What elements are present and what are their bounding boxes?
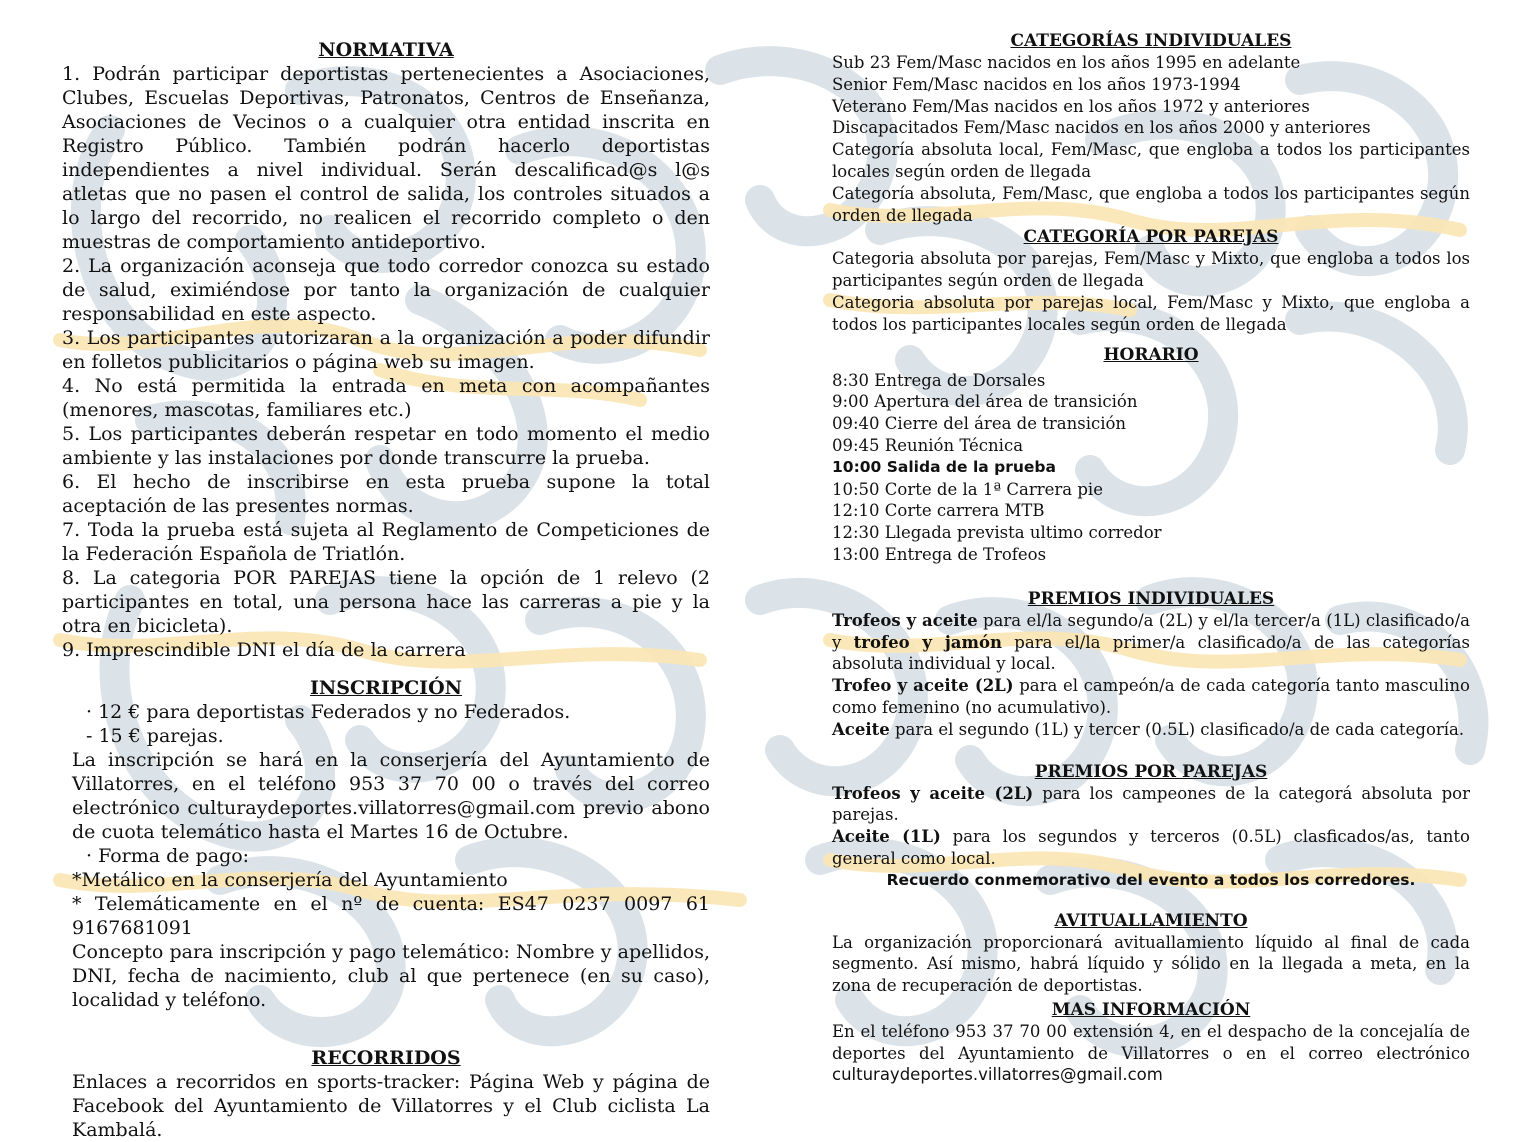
normativa-item: 5. Los participantes deberán respetar en todo momento el medio ambiente y las instalaciones por donde transcurre la prueba.	[62, 423, 710, 469]
categoria-item: Categoría absoluta local, Fem/Masc, que engloba a todos los participantes locales según orden de llegada	[832, 140, 1470, 181]
horario-item: 10:50 Corte de la 1ª Carrera pie	[832, 479, 1103, 499]
categorias-individuales-heading: CATEGORÍAS INDIVIDUALES	[1010, 31, 1292, 51]
price-parejas: - 15 € parejas.	[86, 725, 224, 747]
normativa-item: 9. Imprescindible DNI el día de la carrera	[62, 639, 466, 661]
horario-item: 09:40 Cierre del área de transición	[832, 414, 1127, 434]
premios-individuales-p1	[832, 610, 1470, 675]
premio-text: para los campeones de la categorá absoluta por parejas.	[832, 783, 1470, 825]
categoria-item: Categoría absoluta, Fem/Masc, que engloba a todos los participantes según orden de llegada	[832, 183, 1470, 225]
recorridos-text: Enlaces a recorridos en sports-tracker: Página Web y página de Facebook del Ayuntamiento de Villatorres y el Club ciclista La Kambalá.	[72, 1071, 710, 1141]
categoria-parejas-list	[832, 248, 1470, 335]
categoria-item: Senior Fem/Masc nacidos en los años 1973-1994	[832, 74, 1241, 94]
categorias-individuales-list	[832, 52, 1470, 226]
avituallamiento-text: La organización proporcionará avituallamiento líquido al final de cada segmento. Así mismo, habrá líquido y sólido en la llegada a meta, en la zona de recuperación de deportistas.	[832, 932, 1470, 996]
premio-text: para el segundo (1L) y tercer (0.5L) clasificado/a de cada categoría.	[889, 719, 1465, 739]
horario-list	[832, 370, 1470, 566]
inscripcion-concepto: Concepto para inscripción y pago telemático: Nombre y apellidos, DNI, fecha de nacimiento, club al que pertenece (en su caso), localidad y teléfono.	[72, 941, 710, 1011]
categoria-item: Veterano Fem/Mas nacidos en los años 1972 y anteriores	[832, 96, 1310, 116]
normativa-item: 8. La categoria POR PAREJAS tiene la opción de 1 relevo (2 participantes en total, una persona hace las carreras a pie y la otra en bicicleta).	[62, 567, 710, 637]
normativa-item: 6. El hecho de inscribirse en esta prueba supone la total aceptación de las presentes normas.	[62, 471, 710, 517]
premio-bold: Trofeos y aceite (2L)	[832, 783, 1034, 803]
normativa-item: 4. No está permitida la entrada en meta con acompañantes (menores, mascotas, familiares etc.)	[62, 375, 710, 421]
normativa-list	[62, 62, 710, 662]
horario-item: 9:00 Apertura del área de transición	[832, 392, 1138, 412]
premio-bold: Aceite	[832, 719, 890, 739]
premio-bold: Trofeos y aceite	[832, 610, 978, 630]
categoria-parejas-heading: CATEGORÍA POR PAREJAS	[1023, 227, 1279, 248]
mas-informacion-heading: MAS INFORMACIÓN	[1051, 999, 1251, 1020]
right-column	[832, 30, 1470, 1086]
categoria-pareja-item: Categoria absoluta por parejas local, Fem/Masc y Mixto, que engloba a todos los participantes locales según orden de llegada	[832, 292, 1470, 334]
avituallamiento-heading: AVITUALLAMIENTO	[1054, 910, 1248, 931]
horario-item-salida: 10:00 Salida de la prueba	[832, 457, 1056, 476]
forma-de-pago-label: · Forma de pago:	[86, 845, 250, 867]
pago-metalico: *Metálico en la conserjería del Ayuntamiento	[72, 869, 508, 891]
horario-item: 12:30 Llegada prevista ultimo corredor	[832, 523, 1162, 543]
premio-bold: Aceite (1L)	[832, 827, 941, 847]
inscripcion-section	[62, 700, 710, 1012]
premios-parejas-heading: PREMIOS POR PAREJAS	[1034, 761, 1268, 782]
categoria-item: Sub 23 Fem/Masc nacidos en los años 1995 en adelante	[832, 53, 1301, 72]
horario-item: 12:10 Corte carrera MTB	[832, 501, 1045, 521]
horario-item: 8:30 Entrega de Dorsales	[832, 370, 1046, 390]
premio-text: para el/la segundo/a (2L) y el/la tercer/a (1L) clasificado/a y	[832, 610, 1470, 652]
mas-informacion-body: En el teléfono 953 37 70 00 extensión 4, en el despacho de la concejalía de deportes del Ayuntamiento de Villatorres o en el correo electrónico	[832, 1021, 1470, 1063]
premios-individuales-heading: PREMIOS INDIVIDUALES	[1027, 588, 1275, 609]
premios-individuales-p2	[832, 675, 1470, 719]
premios-parejas-p2	[832, 826, 1470, 870]
premio-text: para el campeón/a de cada categoría tanto masculino como femenino (no acumulativo).	[832, 676, 1470, 717]
mas-informacion-text	[832, 1021, 1470, 1086]
premio-text: para el/la primer/a clasificado/a de las categorías absoluta individual y local.	[832, 632, 1470, 674]
pago-telematico: * Telemáticamente en el nº de cuenta: ES47 0237 0097 61 9167681091	[72, 893, 710, 939]
premio-text: para los segundos y terceros (0.5L) clasficados/as, tanto general como local.	[832, 827, 1470, 868]
contact-email-link[interactable]: culturaydeportes.villatorres@gmail.com	[832, 1065, 1163, 1085]
categoria-item: Discapacitados Fem/Masc nacidos en los años 2000 y anteriores	[832, 118, 1371, 138]
normativa-item: 2. La organización aconseja que todo corredor conozca su estado de salud, eximiéndose por tanto la organización de cualquier responsabilidad en este aspecto.	[62, 255, 710, 325]
premio-bold: trofeo y jamón	[853, 632, 1002, 652]
normativa-heading: NORMATIVA	[318, 39, 454, 61]
left-column	[62, 38, 710, 1142]
price-federados: · 12 € para deportistas Federados y no Federados.	[86, 701, 571, 723]
horario-item: 13:00 Entrega de Trofeos	[832, 544, 1047, 564]
recuerdo-conmemorativo: Recuerdo conmemorativo del evento a todos los corredores.	[886, 870, 1416, 889]
recorridos-heading: RECORRIDOS	[311, 1047, 461, 1069]
horario-heading: HORARIO	[1103, 344, 1199, 365]
premios-individuales-p3	[832, 719, 1470, 741]
normativa-item: 7. Toda la prueba está sujeta al Reglamento de Competiciones de la Federación Española de Triatlón.	[62, 519, 710, 565]
horario-item: 09:45 Reunión Técnica	[832, 435, 1024, 455]
inscripcion-heading: INSCRIPCIÓN	[310, 677, 462, 699]
inscripcion-text: La inscripción se hará en la conserjería del Ayuntamiento de Villatorres, en el teléfono 953 37 70 00 o través del correo electrónico culturaydeportes.villatorres@gmail.com previo abono de cuota telemático hasta el Martes 16 de Octubre.	[72, 749, 710, 843]
premio-bold: Trofeo y aceite (2L)	[832, 676, 1014, 696]
premios-parejas-p1	[832, 783, 1470, 827]
normativa-item: 3. Los participantes autorizaran a la organización a poder difundir en folletos publicitarios o página web su imagen.	[62, 327, 710, 373]
normativa-item: 1. Podrán participar deportistas pertenecientes a Asociaciones, Clubes, Escuelas Deportivas, Patronatos, Centros de Enseñanza, Asociaciones de Vecinos o a cualquier otra entidad inscrita en Registro Público. También podrán hacerlo deportistas independientes a nivel individual. Serán descalificad@s l@s atletas que no pasen el control de salida, los controles situados a lo largo del recorrido, no realicen el recorrido completo o den muestras de comportamiento antideportivo.	[62, 63, 710, 253]
categoria-pareja-item: Categoria absoluta por parejas, Fem/Masc y Mixto, que engloba a todos los participantes según orden de llegada	[832, 249, 1470, 291]
